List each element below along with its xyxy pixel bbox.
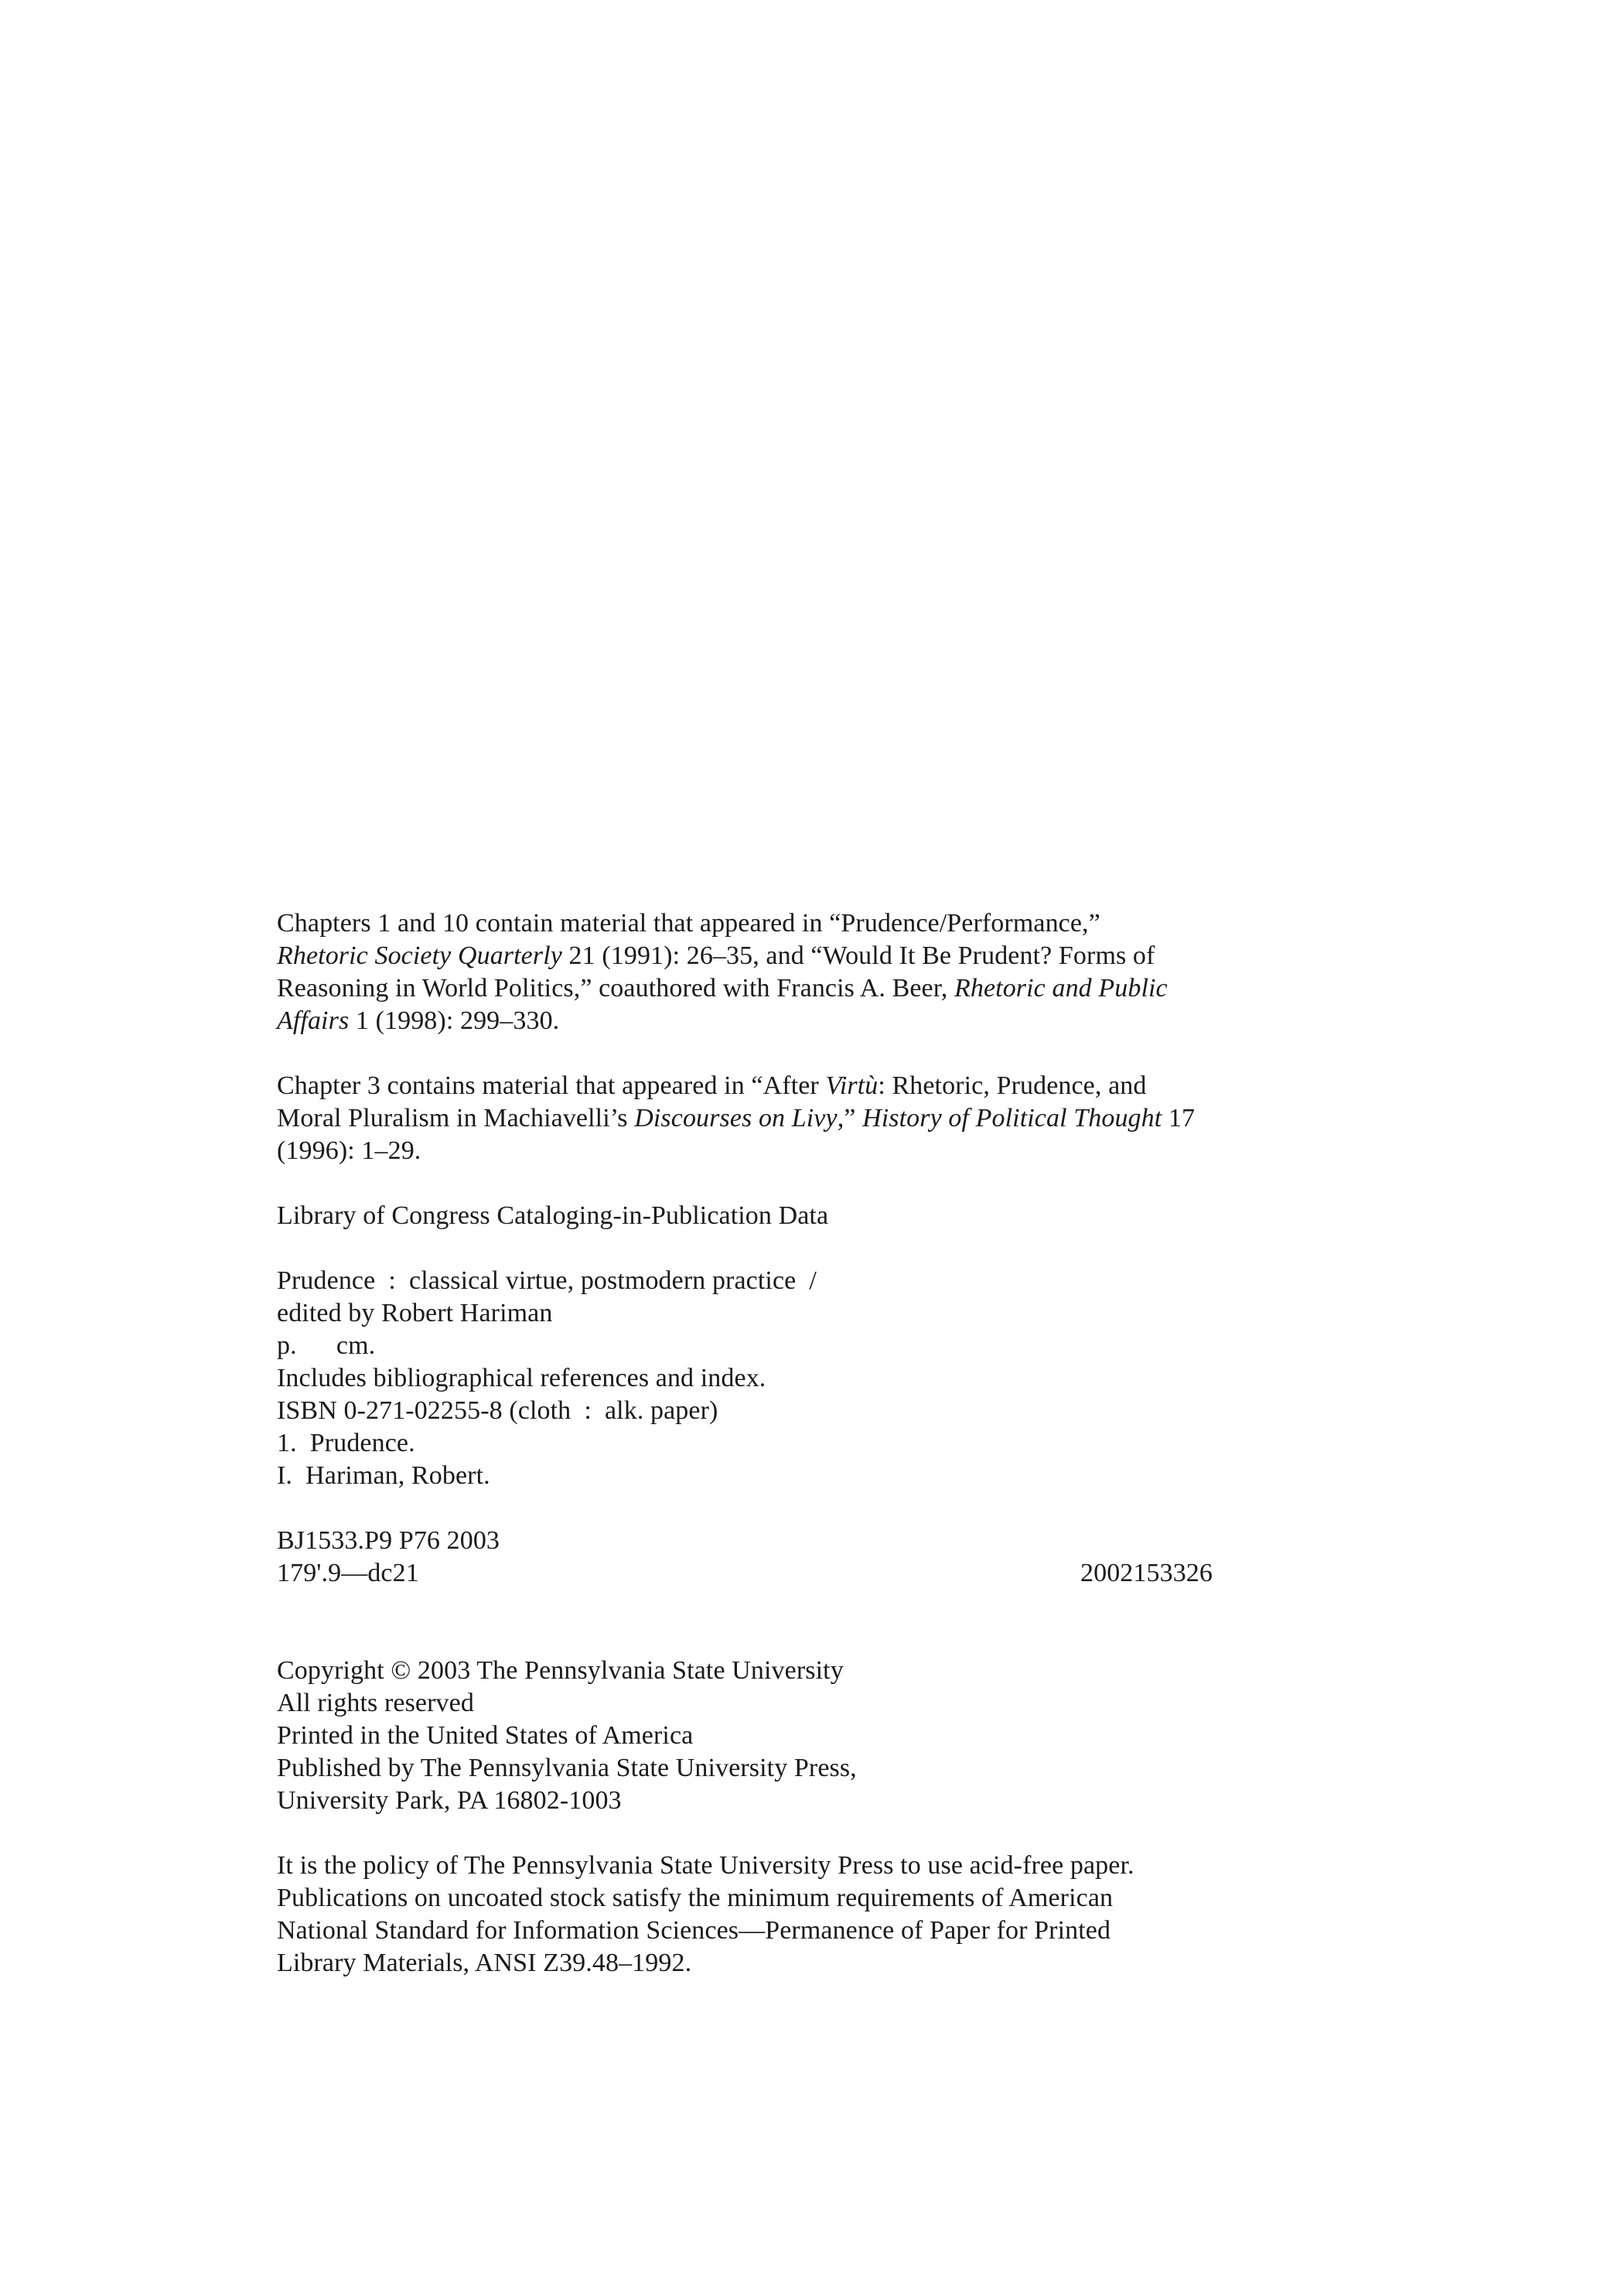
paper-policy-notice xyxy=(277,1850,1213,1980)
acknowledgment-paragraph-1 xyxy=(277,907,1213,1037)
cip-header: Library of Congress Cataloging-in-Publication Data xyxy=(277,1201,829,1230)
ack1-line-1: Chapters 1 and 10 contain material that appeared in “Prudence/Performance,” xyxy=(277,909,1100,938)
cip-physical-line: p. cm. xyxy=(277,1331,376,1360)
dewey-classification: 179'.9—dc21 xyxy=(277,1559,419,1587)
acknowledgment-paragraph-2 xyxy=(277,1070,1213,1167)
paper-policy-line: National Standard for Information Sciences—Permanence of Paper for Printed xyxy=(277,1916,1111,1945)
paper-policy-line: Library Materials, ANSI Z39.48–1992. xyxy=(277,1949,692,1977)
journal-title: History of Political Thought xyxy=(862,1104,1162,1132)
printed-in-line: Printed in the United States of America xyxy=(277,1721,694,1750)
journal-title: Rhetoric Society Quarterly xyxy=(277,941,562,970)
ack1-line-3: Reasoning in World Politics,” coauthored with Francis A. Beer, Rhetoric and Public xyxy=(277,974,1168,1003)
publisher-line: Published by The Pennsylvania State University Press, xyxy=(277,1754,857,1782)
copyright-notice xyxy=(277,1655,1213,1817)
cip-title-line: Prudence : classical virtue, postmodern practice / xyxy=(277,1266,817,1295)
ack2-line-2: Moral Pluralism in Machiavelli’s Discourses on Livy,” History of Political Thought 17 xyxy=(277,1104,1196,1132)
cip-added-entry-line: I. Hariman, Robert. xyxy=(277,1461,490,1490)
classification-row xyxy=(277,1557,1213,1590)
journal-title: Rhetoric and Public xyxy=(954,974,1168,1003)
cip-notes-line: Includes bibliographical references and index. xyxy=(277,1364,766,1392)
cip-editor-line: edited by Robert Hariman xyxy=(277,1299,553,1327)
ack2-line-3: (1996): 1–29. xyxy=(277,1136,421,1165)
cip-subject-line: 1. Prudence. xyxy=(277,1429,415,1457)
journal-title: Affairs xyxy=(277,1006,350,1035)
copyright-line: Copyright © 2003 The Pennsylvania State University xyxy=(277,1656,844,1685)
paper-policy-line: Publications on uncoated stock satisfy the minimum requirements of American xyxy=(277,1884,1114,1912)
publisher-address-line: University Park, PA 16802-1003 xyxy=(277,1786,622,1815)
italic-term: Virtù xyxy=(825,1071,879,1100)
paper-policy-line: It is the policy of The Pennsylvania State University Press to use acid-free paper. xyxy=(277,1851,1134,1880)
ack1-line-2: Rhetoric Society Quarterly 21 (1991): 26–35, and “Would It Be Prudent? Forms of xyxy=(277,941,1155,970)
rights-line: All rights reserved xyxy=(277,1689,474,1717)
cip-call-number-block xyxy=(277,1525,1213,1590)
book-title: Discourses on Livy xyxy=(634,1104,838,1132)
lccn: 2002153326 xyxy=(1080,1559,1213,1587)
ack1-line-4: Affairs 1 (1998): 299–330. xyxy=(277,1006,560,1035)
ack2-line-1: Chapter 3 contains material that appeared in “After Virtù: Rhetoric, Prudence, and xyxy=(277,1071,1147,1100)
cip-isbn-line: ISBN 0-271-02255-8 (cloth : alk. paper) xyxy=(277,1396,718,1425)
cip-record xyxy=(277,1265,1213,1492)
call-number: BJ1533.P9 P76 2003 xyxy=(277,1526,500,1555)
